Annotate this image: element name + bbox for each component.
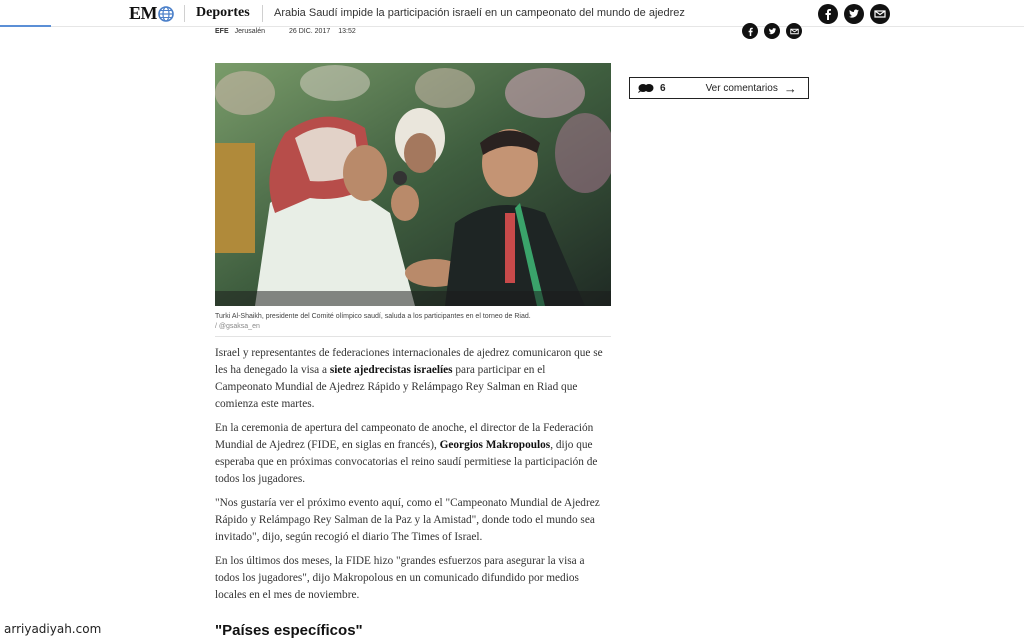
text-segment: En la ceremonia de apertura del campeonato de anoche, el director de la Federación Mundial de Ajedrez (FIDE, en siglas en francés), [215, 422, 594, 451]
link-makropoulos[interactable]: Georgios Makropoulos [439, 439, 551, 451]
reading-progress-bar [0, 25, 51, 27]
facebook-icon[interactable] [818, 4, 838, 24]
paragraph [215, 345, 605, 413]
paragraph [215, 420, 605, 488]
globe-icon [158, 6, 174, 22]
twitter-icon[interactable] [844, 4, 864, 24]
sticky-headline: Arabia Saudí impide la participación israelí en un campeonato del mundo de ajedrez [274, 7, 685, 19]
comments-label: Ver comentarios [705, 82, 778, 94]
twitter-icon[interactable] [764, 23, 780, 39]
comments-button[interactable] [629, 77, 809, 99]
top-bar [0, 0, 1024, 27]
article-photo[interactable] [215, 63, 611, 306]
paragraph: "Nos gustaría ver el próximo evento aquí, como el "Campeonato Mundial de Ajedrez Rápido y Relámpago Rey Salman de la Paz y la Amistad", donde todo el mundo sea invitado", dijo, según recogió el diario The Times of Israel. [215, 497, 600, 543]
photo-credit[interactable]: / @gsaksa_en [215, 323, 260, 330]
email-icon[interactable] [786, 23, 802, 39]
facebook-icon[interactable] [742, 23, 758, 39]
link-israeli-players[interactable]: siete ajedrecistas israelíes [329, 364, 453, 376]
article-body [215, 345, 605, 611]
photo-caption-text: Turki Al-Shaikh, presidente del Comité olímpico saudí, saluda a los participantes en el torneo de Riad. [215, 313, 531, 320]
nav-divider [262, 5, 263, 22]
section-link[interactable]: Deportes [196, 5, 250, 20]
comment-bubbles-icon [638, 83, 654, 93]
text-segment: Israel y representantes de federaciones internacionales de ajedrez comunicaron que se les ha denegado la visa a [215, 347, 603, 376]
share-toolbar [818, 4, 890, 24]
arrow-right-icon: → [783, 80, 797, 96]
nav-divider [184, 5, 185, 22]
byline-agency: EFE [215, 28, 229, 35]
email-icon[interactable] [870, 4, 890, 24]
photo-caption [215, 312, 611, 332]
text-segment: , dijo que esperaba que en próximas convocatorias el reino saudí permitiese la participación de todos los jugadores. [215, 439, 598, 485]
comment-count: 6 [660, 82, 666, 94]
article-share-toolbar [742, 23, 802, 39]
byline [215, 28, 356, 35]
text-segment: para participar en el Campeonato Mundial de Ajedrez Rápido y Relámpago Rey Salman en Riad que comienza este martes. [215, 364, 578, 410]
article-subheading: "Países específicos" [215, 622, 363, 639]
byline-time: 13:52 [338, 28, 356, 35]
byline-date: 26 DIC. 2017 [288, 28, 331, 35]
watermark: arriyadiyah.com [4, 622, 102, 636]
site-logo[interactable] [129, 3, 174, 24]
caption-divider [215, 336, 611, 337]
logo-text: EM [129, 3, 157, 23]
byline-place: Jerusalén [234, 28, 265, 35]
paragraph: En los últimos dos meses, la FIDE hizo "grandes esfuerzos para asegurar la visa a todos los jugadores", dijo Makropolous en un comunicado difundido por medios locales en el mes de noviembre. [215, 555, 585, 601]
